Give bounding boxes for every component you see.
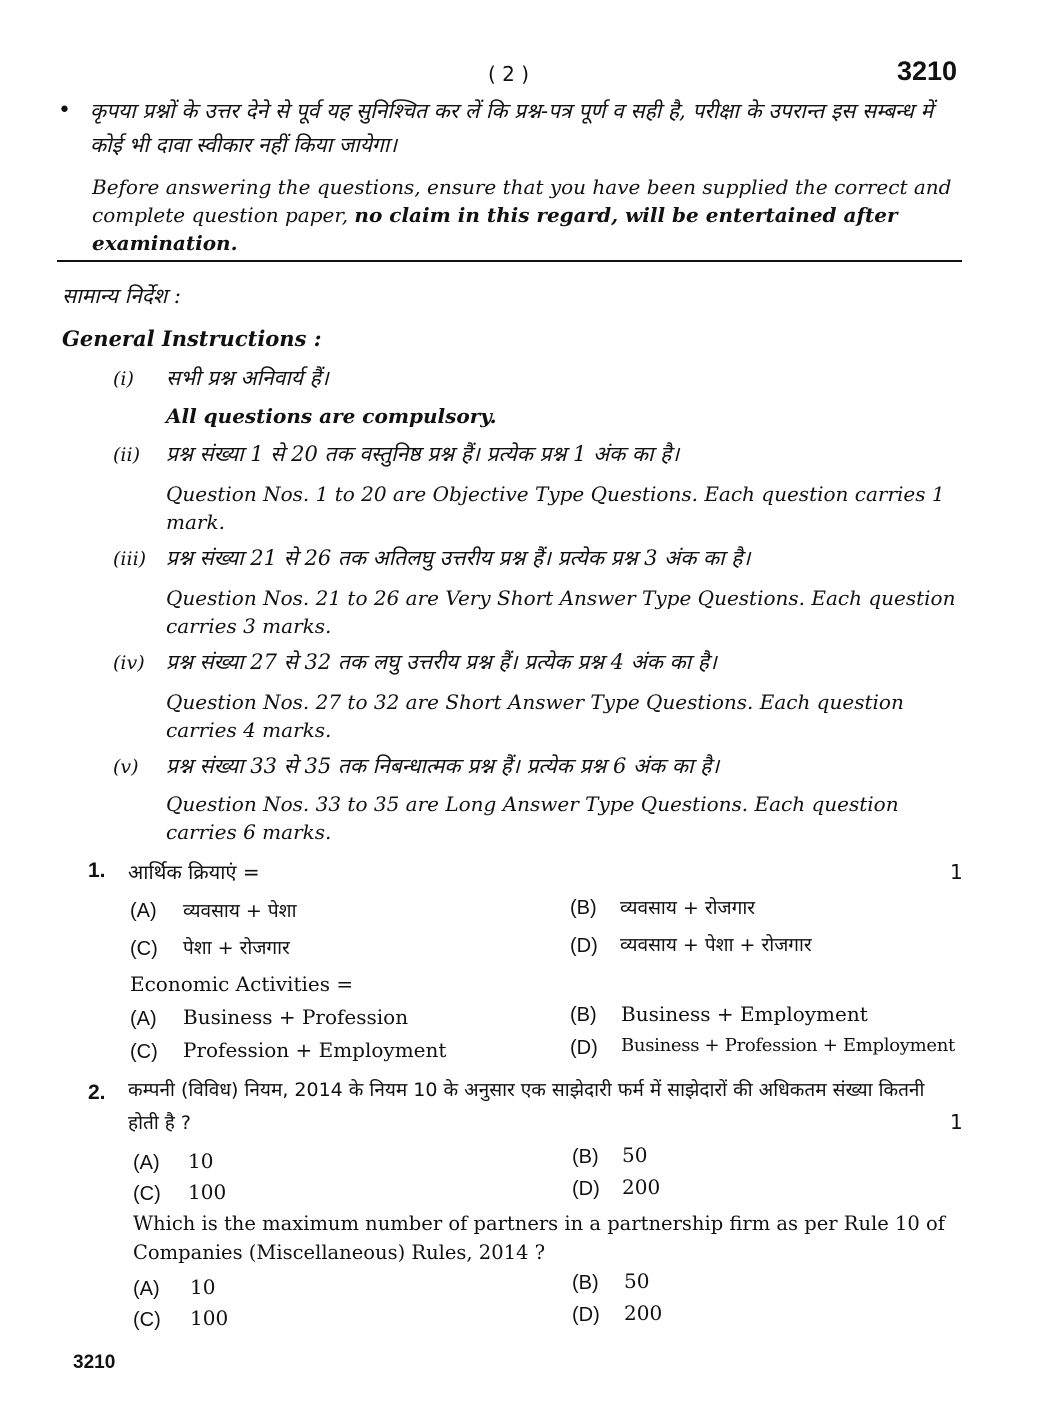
- q1-hindi-option-c-label: (C): [130, 938, 158, 960]
- q1-english-option-a[interactable]: Business + Profession: [183, 1005, 409, 1029]
- q2-english-option-d[interactable]: 200: [624, 1301, 663, 1325]
- q2-english-option-a-label: (A): [133, 1278, 160, 1300]
- q1-english-option-d[interactable]: Business + Profession + Employment: [621, 1035, 955, 1056]
- instruction-2-roman: (ii): [113, 444, 140, 466]
- q1-hindi-option-c[interactable]: पेशा + रोजगार: [183, 937, 290, 959]
- instruction-1-english: All questions are compulsory.: [166, 404, 497, 428]
- q1-english-option-c-label: (C): [130, 1041, 158, 1063]
- q2-english-option-d-label: (D): [572, 1304, 600, 1326]
- instruction-4-roman: (iv): [113, 652, 145, 674]
- divider-line: [57, 260, 962, 262]
- q2-hindi-option-b-label: (B): [572, 1146, 599, 1168]
- q2-hindi-option-c[interactable]: 100: [188, 1180, 227, 1204]
- instruction-4-english: Question Nos. 27 to 32 are Short Answer Type Questions. Each question carries 4 marks.: [166, 690, 904, 742]
- instruction-5-hindi: प्रश्न संख्या 33 से 35 तक निबन्धात्मक प्रश्न हैं। प्रत्येक प्रश्न 6 अंक का है।: [166, 754, 720, 778]
- q2-marks: 1: [950, 1110, 963, 1134]
- instruction-2-hindi: प्रश्न संख्या 1 से 20 तक वस्तुनिष्ठ प्रश्न हैं। प्रत्येक प्रश्न 1 अंक का है।: [166, 442, 680, 466]
- q1-english-option-c[interactable]: Profession + Employment: [183, 1038, 447, 1062]
- q2-english-option-a[interactable]: 10: [190, 1275, 216, 1299]
- instruction-3-roman: (iii): [113, 548, 147, 570]
- q1-english-option-a-label: (A): [130, 1008, 157, 1030]
- q1-hindi-option-b-label: (B): [570, 897, 597, 919]
- instruction-3-hindi: प्रश्न संख्या 21 से 26 तक अतिलघु उत्तरीय प्रश्न हैं। प्रत्येक प्रश्न 3 अंक का है।: [166, 546, 751, 570]
- q1-english: Economic Activities =: [130, 972, 354, 996]
- q2-hindi-option-d-label: (D): [572, 1178, 600, 1200]
- instruction-1-roman: (i): [113, 368, 134, 390]
- paper-code: 3210: [897, 56, 958, 86]
- footer-paper-code: 3210: [73, 1352, 116, 1373]
- notice-english-regular: Before answering the questions, ensure that you have been supplied the correct and complete question paper,: [92, 175, 952, 227]
- general-english-heading: General Instructions :: [62, 326, 322, 351]
- q1-english-option-b-label: (B): [570, 1004, 597, 1026]
- q1-hindi-option-d-label: (D): [570, 935, 598, 957]
- notice-bullet: •: [58, 98, 71, 123]
- instruction-3-english: Question Nos. 21 to 26 are Very Short Answer Type Questions. Each question carries 3 marks.: [166, 586, 956, 638]
- instruction-5-roman: (v): [113, 756, 139, 778]
- q1-marks: 1: [950, 860, 963, 884]
- notice-english-bold: no claim in this regard, will be entertained after examination.: [92, 203, 898, 255]
- q1-hindi-option-a-label: (A): [130, 900, 157, 922]
- q2-hindi-option-c-label: (C): [133, 1183, 161, 1205]
- q1-hindi: आर्थिक क्रियाएं =: [128, 860, 260, 884]
- instruction-4-hindi: प्रश्न संख्या 27 से 32 तक लघु उत्तरीय प्रश्न हैं। प्रत्येक प्रश्न 4 अंक का है।: [166, 650, 717, 674]
- q2-english-option-c-label: (C): [133, 1309, 161, 1331]
- q2-english-option-c[interactable]: 100: [190, 1306, 229, 1330]
- q2-english-option-b-label: (B): [572, 1272, 599, 1294]
- q2-hindi: कम्पनी (विविध) नियम, 2014 के नियम 10 के अनुसार एक साझेदारी फर्म में साझेदारों की अधिकतम संख्या कितनी होती है ?: [128, 1079, 925, 1134]
- q2-hindi-option-b[interactable]: 50: [622, 1143, 648, 1167]
- q1-hindi-option-b[interactable]: व्यवसाय + रोजगार: [620, 897, 756, 919]
- q2-hindi-option-d[interactable]: 200: [622, 1175, 661, 1199]
- q1-hindi-option-d[interactable]: व्यवसाय + पेशा + रोजगार: [620, 934, 812, 956]
- instruction-5-english: Question Nos. 33 to 35 are Long Answer Type Questions. Each question carries 6 marks.: [166, 792, 899, 844]
- page-marker: ( 2 ): [488, 62, 530, 86]
- q1-english-option-b[interactable]: Business + Employment: [621, 1002, 868, 1026]
- instruction-1-hindi: सभी प्रश्न अनिवार्य हैं।: [166, 366, 329, 390]
- q2-number: 2.: [88, 1081, 106, 1104]
- instruction-2-english: Question Nos. 1 to 20 are Objective Type Questions. Each question carries 1 mark.: [166, 482, 945, 534]
- q2-hindi-option-a-label: (A): [133, 1152, 160, 1174]
- notice-hindi: कृपया प्रश्नों के उत्तर देने से पूर्व यह सुनिश्चित कर लें कि प्रश्न-पत्र पूर्ण व सही है, परीक्षा के उपरान्त इस सम्बन्ध में कोई भी दावा स्वीकार नहीं किया जायेगा।: [90, 99, 934, 157]
- q2-english: Which is the maximum number of partners in a partnership firm as per Rule 10 of Companies (Miscellaneous) Rules, 2014 ?: [133, 1212, 945, 1264]
- general-hindi-heading: सामान्य निर्देश :: [62, 284, 181, 308]
- q1-english-option-d-label: (D): [570, 1037, 598, 1059]
- q2-english-option-b[interactable]: 50: [624, 1269, 650, 1293]
- q2-hindi-option-a[interactable]: 10: [188, 1149, 214, 1173]
- q1-hindi-option-a[interactable]: व्यवसाय + पेशा: [183, 900, 297, 922]
- notice-english: [92, 173, 962, 257]
- q1-number: 1.: [88, 859, 106, 882]
